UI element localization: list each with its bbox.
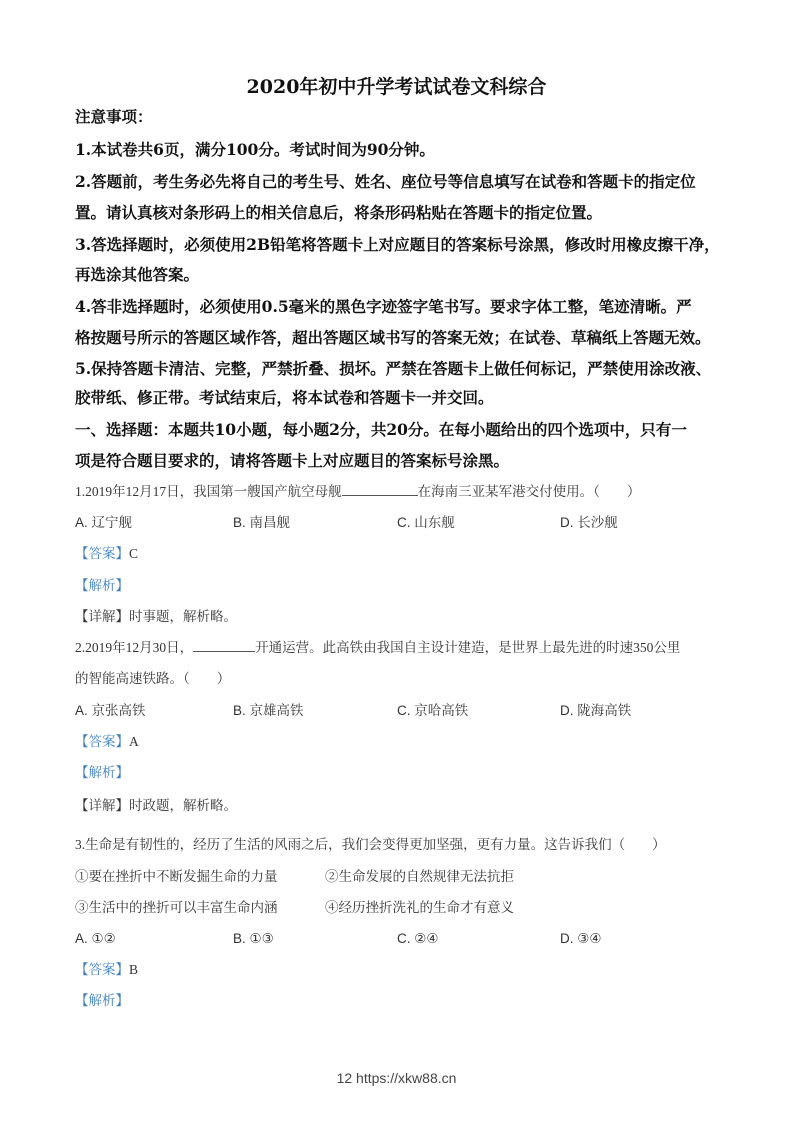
notice-line: 格按题号所示的答题区域作答，超出答题区域书写的答案无效；在试卷、草稿纸上答题无效。 — [75, 328, 711, 347]
answer-blank — [342, 483, 418, 496]
stem-text: 1.2019年12月17日，我国第一艘国产航空母舰 — [75, 484, 342, 499]
notice-line: 3.答选择题时，必须使用2B铅笔将答题卡上对应题目的答案标号涂黑，修改时用橡皮擦干净， — [75, 235, 720, 254]
notice-line: 胶带纸、修正带。考试结束后，将本试卷和答题卡一并交回。 — [75, 388, 494, 407]
answer-value: B — [129, 962, 139, 977]
option-c: C. 山东舰 — [397, 515, 455, 530]
option-b: B. 南昌舰 — [233, 515, 291, 530]
option-b: B. 京雄高铁 — [233, 703, 304, 718]
section-heading: 项是符合题目要求的，请将答题卡上对应题目的答案标号涂黑。 — [75, 451, 510, 470]
option-a: A. ①② — [75, 931, 116, 946]
notice-line: 2.答题前，考生务必先将自己的考生号、姓名、座位号等信息填写在试卷和答题卡的指定位 — [75, 172, 696, 191]
answer-label: 【答案】 — [75, 962, 129, 977]
answer-label: 【答案】 — [75, 734, 129, 749]
stem-text: 2.2019年12月30日， — [75, 640, 194, 655]
option-a: A. 辽宁舰 — [75, 515, 133, 530]
question-2-stem-cont: 的智能高速铁路。（ ） — [75, 671, 231, 686]
notice-line: 再选涂其他答案。 — [75, 265, 200, 284]
notice-line: 置。请认真核对条形码上的相关信息后，将条形码粘贴在答题卡的指定位置。 — [75, 203, 603, 222]
statement-1: ①要在挫折中不断发掘生命的力量 — [75, 869, 278, 884]
page-title: 2020年初中升学考试试卷文科综合 — [246, 76, 547, 98]
option-b: B. ①③ — [233, 931, 274, 946]
notice-heading: 注意事项： — [75, 107, 153, 126]
question-3-stem: 3.生命是有韧性的，经历了生活的风雨之后，我们会变得更加坚强，更有力量。这告诉我们（ ） — [75, 837, 666, 852]
stem-text: 开通运营。此高铁由我国自主设计建造，是世界上最先进的时速350公里 — [255, 640, 681, 655]
answer-label: 【答案】 — [75, 546, 129, 561]
answer-line — [75, 960, 138, 980]
stem-text: 在海南三亚某军港交付使用。（ ） — [417, 484, 641, 499]
statement-4: ④经历挫折洗礼的生命才有意义 — [325, 900, 514, 915]
answer-value: C — [129, 546, 139, 561]
page-footer: 12 https://xkw88.cn — [336, 1070, 457, 1086]
detail-text: 【详解】时事题，解析略。 — [75, 609, 237, 624]
option-a: A. 京张高铁 — [75, 703, 146, 718]
detail-text: 【详解】时政题，解析略。 — [75, 798, 237, 813]
option-d: D. ③④ — [560, 931, 602, 946]
question-1-stem — [75, 482, 640, 502]
statement-3: ③生活中的挫折可以丰富生命内涵 — [75, 900, 278, 915]
notice-line: 4.答非选择题时，必须使用0.5毫米的黑色字迹签字笔书写。要求字体工整，笔迹清晰。严 — [75, 297, 692, 316]
answer-blank — [193, 639, 255, 652]
answer-line — [75, 732, 139, 752]
section-heading: 一、选择题：本题共10小题，每小题2分，共20分。在每小题给出的四个选项中，只有一 — [75, 420, 687, 439]
answer-value: A — [129, 734, 139, 749]
option-d: D. 长沙舰 — [560, 515, 618, 530]
notice-line: 1.本试卷共6页，满分100分。考试时间为90分钟。 — [75, 140, 435, 159]
option-d: D. 陇海高铁 — [560, 703, 632, 718]
answer-line — [75, 544, 138, 564]
statement-2: ②生命发展的自然规律无法抗拒 — [325, 869, 514, 884]
analysis-label: 【解析】 — [75, 993, 129, 1008]
question-2-stem — [75, 638, 680, 658]
option-c: C. 京哈高铁 — [397, 703, 469, 718]
notice-line: 5.保持答题卡清洁、完整，严禁折叠、损坏。严禁在答题卡上做任何标记，严禁使用涂改液、 — [75, 359, 712, 378]
option-c: C. ②④ — [397, 931, 439, 946]
analysis-label: 【解析】 — [75, 765, 129, 780]
analysis-label: 【解析】 — [75, 578, 129, 593]
